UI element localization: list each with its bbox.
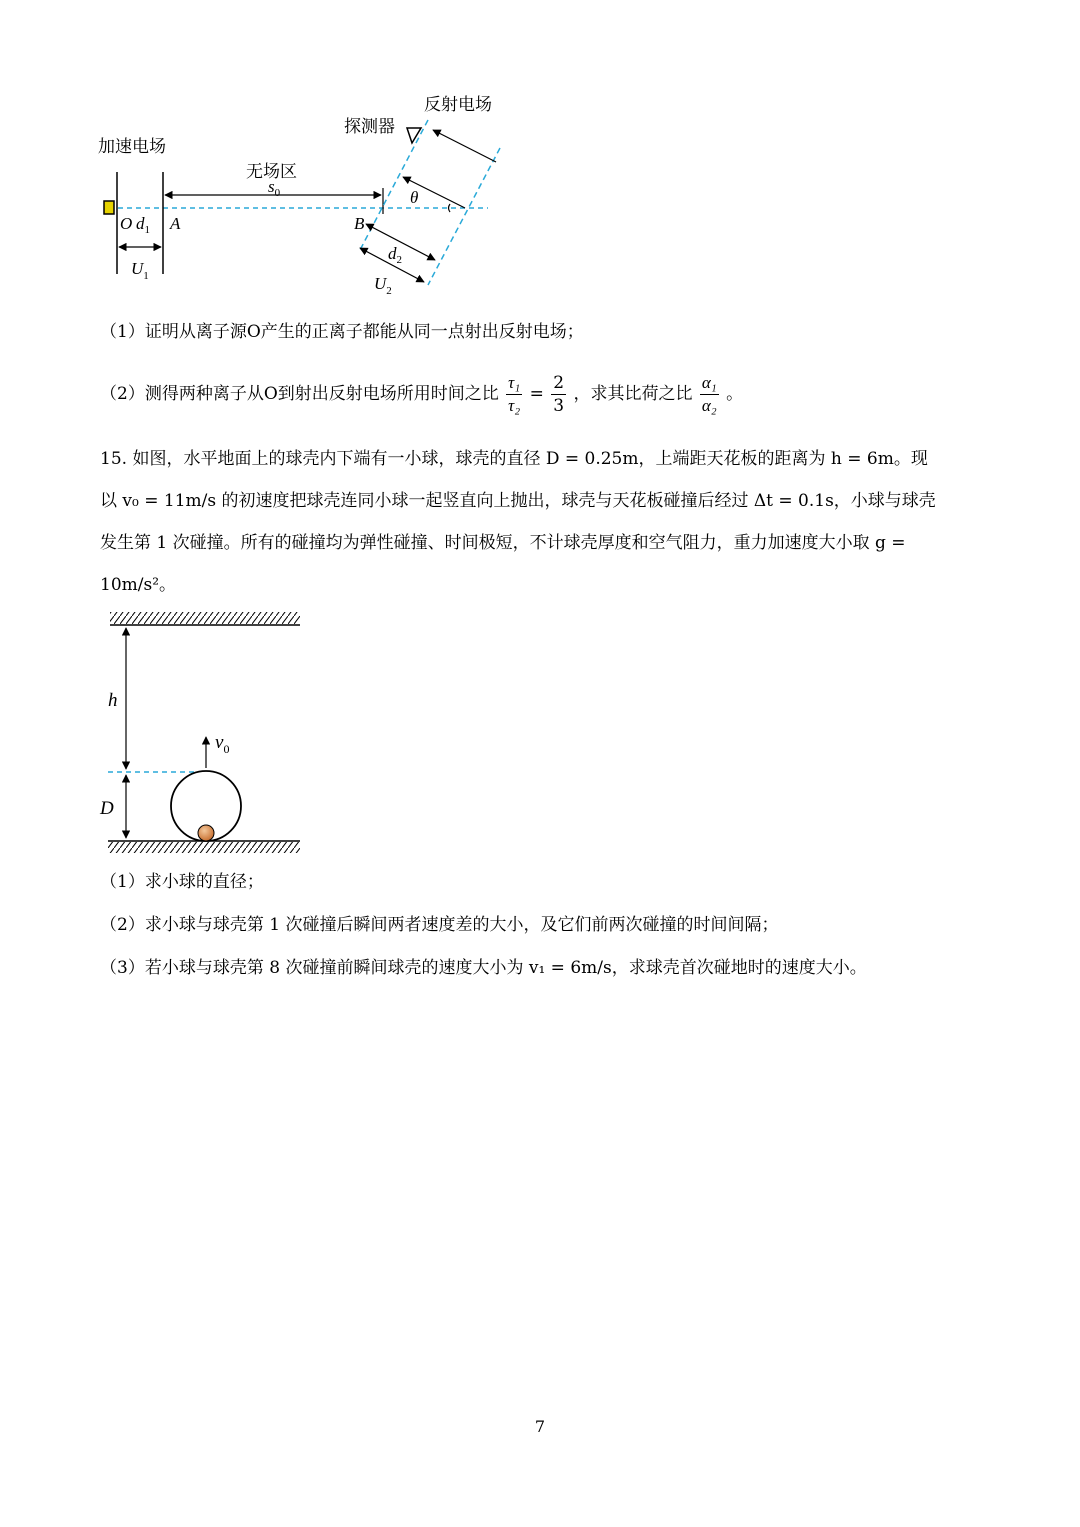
page-number: 7 <box>534 1417 546 1436</box>
q15-line3: 发生第 1 次碰撞。所有的碰撞均为弹性碰撞、时间极短，不计球壳厚度和空气阻力，重力加速度大小取 g = <box>100 533 906 553</box>
label-v0: $v_0$ <box>215 732 230 756</box>
q15-sub2: （2）求小球与球壳第 1 次碰撞后瞬间两者速度差的大小，及它们前两次碰撞的时间间隔； <box>100 915 779 935</box>
ratio-fraction: $\frac{2}{3}$ <box>553 373 565 416</box>
small-ball <box>198 825 214 841</box>
label-detector: 探测器 <box>344 117 395 137</box>
q14-part2-prefix: （2）测得两种离子从O到射出反射电场所用时间之比 <box>100 384 499 404</box>
q15-line1: 15. 如图，水平地面上的球壳内下端有一小球，球壳的直径 D = 0.25m，上端距天花板的距离为 h = 6m。现 <box>100 449 928 469</box>
label-U2: $U_2$ <box>374 274 392 297</box>
label-free-zone: 无场区 <box>246 162 297 182</box>
label-s0: $s_0$ <box>268 177 281 199</box>
figure-reflectron <box>90 85 510 305</box>
q15-line4: 10m/s²。 <box>100 575 177 595</box>
label-O: O <box>120 214 133 233</box>
ion-source <box>104 201 114 214</box>
label-U1: $U_1$ <box>131 259 149 282</box>
detector-icon <box>407 128 421 143</box>
label-h: h <box>108 690 118 711</box>
floor-hatch <box>108 842 300 853</box>
label-d1: $d_1$ <box>136 214 150 236</box>
q15-sub1: （1）求小球的直径； <box>100 872 264 892</box>
label-reflect-field: 反射电场 <box>424 95 492 115</box>
reflect-plate-2 <box>428 148 500 285</box>
label-d2: $d_2$ <box>388 244 402 266</box>
figure-ball-shell <box>95 605 310 855</box>
q14-part2: （2）测得两种离子从O到射出反射电场所用时间之比 $\frac{\text{τ₁}}{\text{τ₂}}$ = $\frac{2}{3}$ ，求其比荷之比 $\frac{\text{α₁}}{\text{α₂}}$ 。 <box>100 373 744 416</box>
ceiling-hatch <box>110 612 300 624</box>
label-D: D <box>100 798 114 819</box>
q15-sub3: （3）若小球与球壳第 8 次碰撞前瞬间球壳的速度大小为 v₁ = 6m/s，求球壳首次碰地时的速度大小。 <box>100 958 867 978</box>
label-theta: θ <box>410 188 419 207</box>
q15-line2: 以 v₀ = 11m/s 的初速度把球壳连同小球一起竖直向上抛出，球壳与天花板碰撞后经过 Δt = 0.1s，小球与球壳 <box>100 491 936 511</box>
field-arrow <box>433 130 496 162</box>
tau-fraction: $\frac{\text{τ₁}}{\text{τ₂}}$ <box>508 373 521 415</box>
alpha-fraction: $\frac{\text{α₁}}{\text{α₂}}$ <box>701 373 717 415</box>
label-accel-field: 加速电场 <box>98 137 166 157</box>
q14-part1: （1）证明从离子源O产生的正离子都能从同一点射出反射电场； <box>100 322 584 342</box>
label-B: B <box>354 214 365 233</box>
theta-arc <box>449 204 451 212</box>
label-A: A <box>170 214 181 233</box>
